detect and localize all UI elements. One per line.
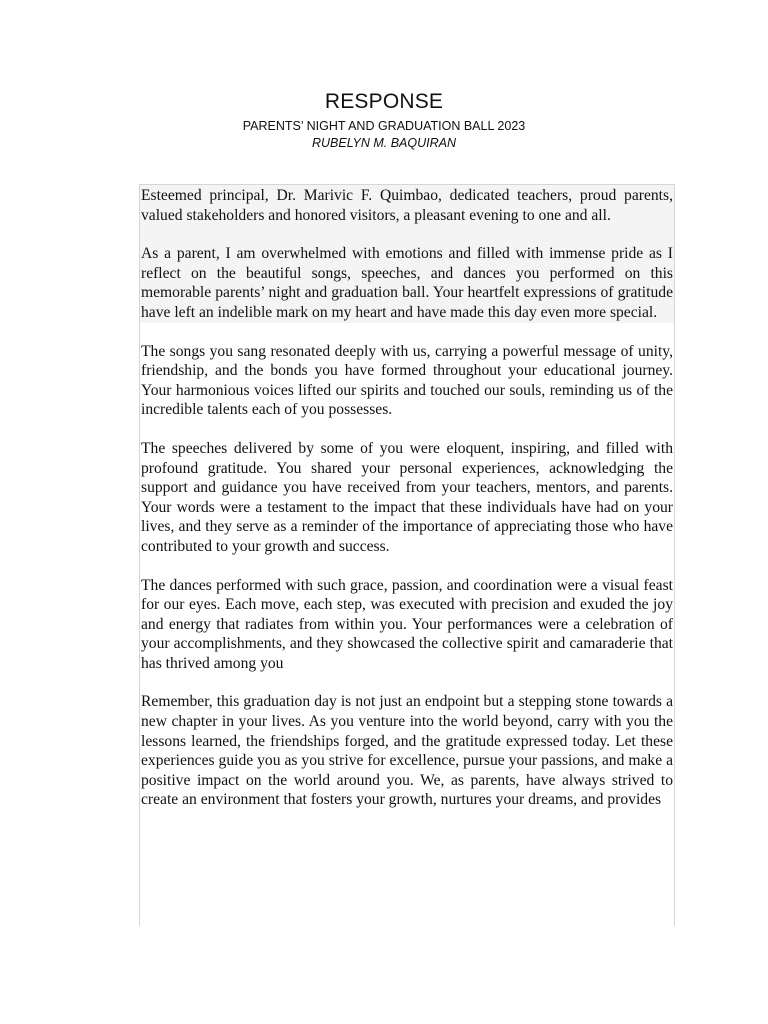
author-name: RUBELYN M. BAQUIRAN bbox=[311, 136, 457, 150]
paragraph-dances: The dances performed with such grace, passion, and coordination were a visual feast for our eyes. Each move, each step, was executed with precision and exuded the joy and energy that radiates from within you. Your performances were a celebration of your accomplishments, and they showcased the collective spirit and camaraderie that has thrived among you bbox=[141, 576, 673, 672]
highlighted-selection bbox=[140, 185, 674, 323]
paragraph-gap bbox=[140, 557, 674, 576]
event-subtitle: PARENTS’ NIGHT AND GRADUATION BALL 2023 bbox=[242, 119, 526, 133]
paragraph-gap bbox=[140, 420, 674, 439]
paragraph-gap bbox=[140, 673, 674, 692]
paragraph-songs: The songs you sang resonated deeply with us, carrying a powerful message of unity, friendship, and the bonds you have formed throughout your educational journey. Your harmonious voices lifted our spirits and touched our souls, reminding us of the incredible talents each of you possesses. bbox=[141, 342, 673, 419]
paragraph-gap bbox=[140, 225, 674, 244]
paragraph-speeches: The speeches delivered by some of you were eloquent, inspiring, and filled with profound gratitude. You shared your personal experiences, acknowledging the support and guidance you have received from your teachers, mentors, and parents. Your words were a testament to the impact that these individuals have had on your lives, and they serve as a reminder of the importance of appreciating those who have contributed to your growth and success. bbox=[141, 439, 673, 555]
document-title: RESPONSE bbox=[324, 90, 444, 113]
paragraph-remember: Remember, this graduation day is not just an endpoint but a stepping stone towards a new chapter in your lives. As you venture into the world beyond, carry with you the lessons learned, the friendships forged, and the gratitude expressed today. Let these experiences guide you as you strive for excellence, pursue your passions, and make a positive impact on the world around you. We, as parents, have always strived to create an environment that fosters your growth, nurtures your dreams, and provides bbox=[141, 693, 673, 809]
document-header bbox=[0, 88, 768, 151]
paragraph-parent-pride: As a parent, I am overwhelmed with emotions and filled with immense pride as I reflect on the beautiful songs, speeches, and dances you performed on this memorable parents’ night and graduation ball. Your heartfelt expressions of gratitude have left an indelible mark on my heart and have made this day even more special. bbox=[141, 245, 673, 321]
speech-body bbox=[139, 184, 675, 926]
paragraph-gap bbox=[140, 323, 674, 342]
paragraph-greeting: Esteemed principal, Dr. Marivic F. Quimbao, dedicated teachers, proud parents, valued stakeholders and honored visitors, a pleasant evening to one and all. bbox=[141, 187, 673, 224]
